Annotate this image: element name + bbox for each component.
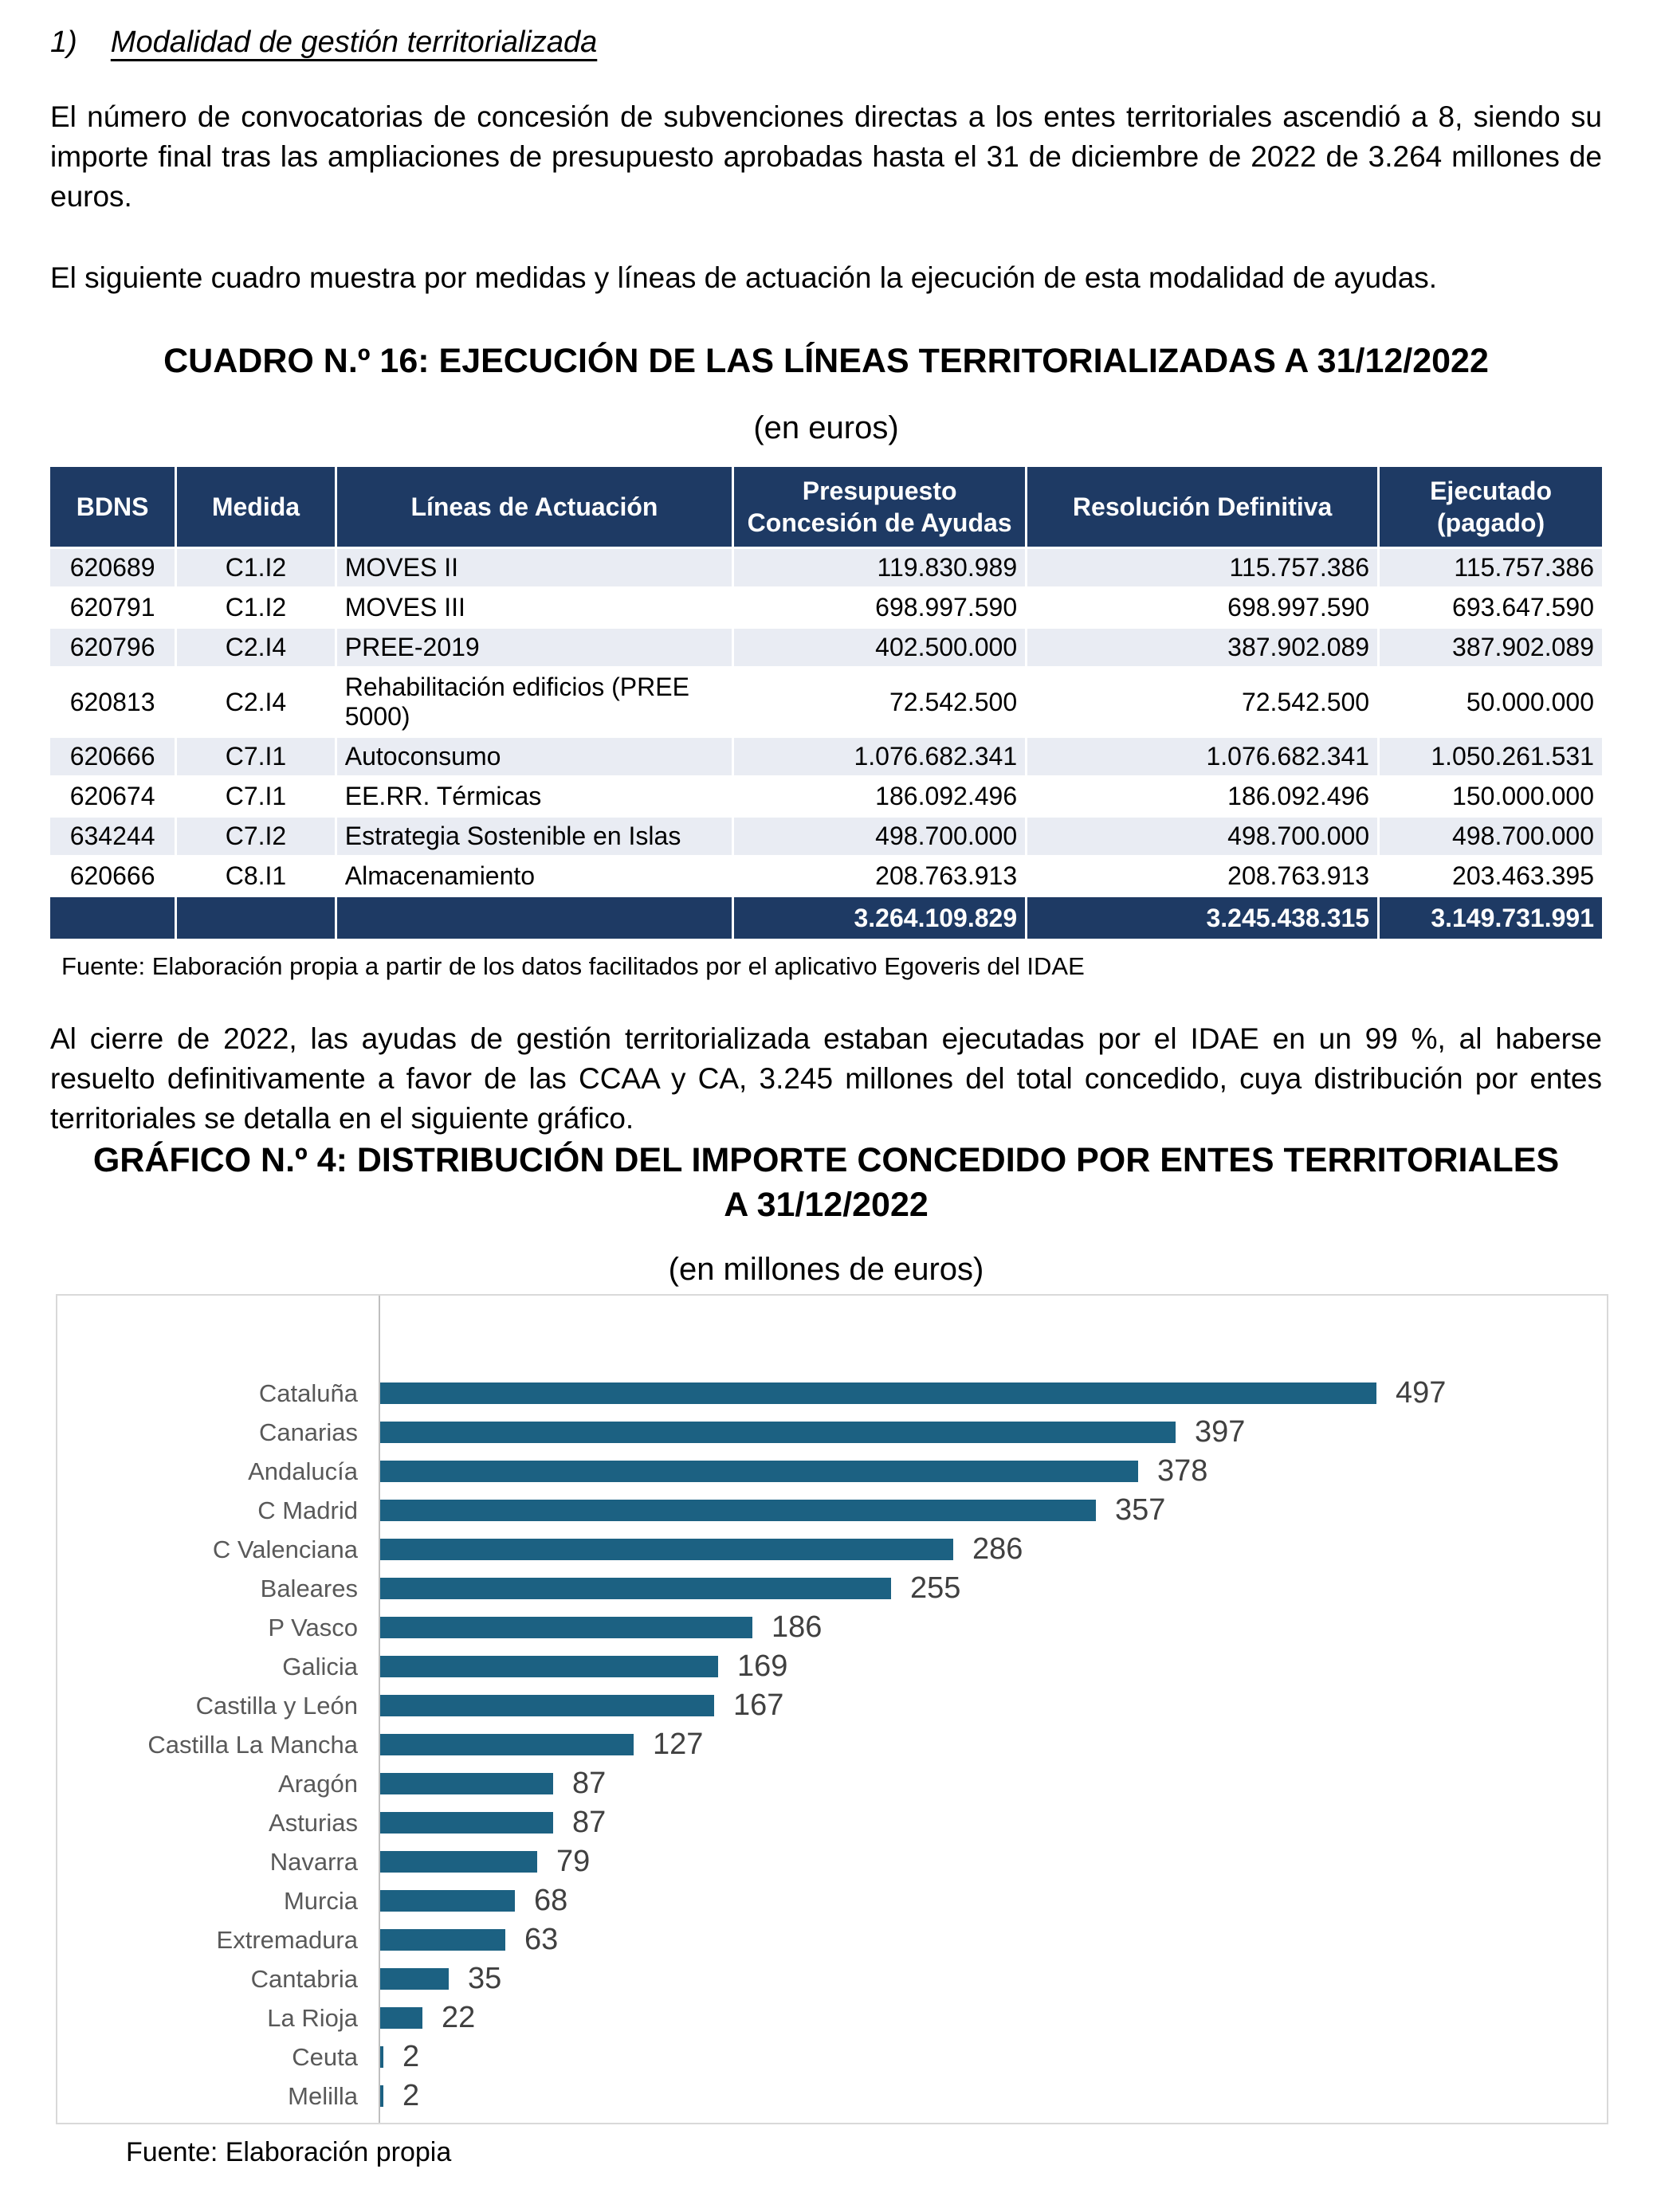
total-empty-cell [176, 896, 336, 940]
chart-category-label: Baleares [260, 1574, 358, 1602]
cell-bdns: 620666 [50, 737, 176, 777]
chart-row [57, 1608, 1607, 1647]
cell-medida: C7.I2 [176, 817, 336, 857]
chart-category-label: Castilla y León [195, 1691, 358, 1720]
chart-row [57, 1491, 1607, 1530]
cell-resolucion: 186.092.496 [1027, 777, 1379, 817]
chart-category-label: Cataluña [258, 1379, 358, 1407]
table-body [50, 548, 1602, 896]
chart-row [57, 2037, 1607, 2077]
chart-bar [379, 2007, 422, 2029]
total-empty-cell [50, 896, 176, 940]
cell-ejecutado: 203.463.395 [1379, 857, 1602, 896]
paragraph-1: El número de convocatorias de concesión de subvenciones directas a los entes territoriales ascendió a 8, siendo su importe final tras las ampliaciones de presupuesto aprobadas hasta el 31 de diciembre de 2022 de 3.264 millones de euros. [50, 100, 1602, 213]
column-header: Presupuesto Concesión de Ayudas [733, 467, 1027, 548]
chart-bar [379, 1812, 553, 1834]
cell-linea: Almacenamiento [336, 857, 732, 896]
chart-row [57, 1803, 1607, 1842]
cell-bdns: 620674 [50, 777, 176, 817]
cell-bdns: 634244 [50, 817, 176, 857]
cell-linea: EE.RR. Térmicas [336, 777, 732, 817]
chart-bar [379, 1539, 953, 1560]
chart-category-label: La Rioja [267, 2003, 358, 2032]
bar-chart [56, 1294, 1608, 2124]
chart-category-label: Navarra [269, 1847, 358, 1876]
chart-value-label: 378 [1157, 1454, 1208, 1488]
cell-linea: Estrategia Sostenible en Islas [336, 817, 732, 857]
cell-presupuesto: 1.076.682.341 [733, 737, 1027, 777]
chart-category-label: Murcia [283, 1886, 358, 1915]
cell-presupuesto: 498.700.000 [733, 817, 1027, 857]
chart-bar-track [379, 1608, 1607, 1647]
chart-bar [379, 1461, 1138, 1482]
chart-category-label: Cantabria [250, 1964, 358, 1993]
chart-bar-track [379, 2077, 1607, 2116]
chart-bar-track [379, 1452, 1607, 1491]
table-row [50, 668, 1602, 737]
paragraph-3: Al cierre de 2022, las ayudas de gestión territorializada estaban ejecutadas por el IDAE en un 99 %, al haberse resuelto definitivamente a favor de las CCAA y CA, 3.245 millones del total concedido, cuya distribución por entes territoriales se detalla en el siguiente gráfico. [50, 1022, 1602, 1135]
column-header: BDNS [50, 467, 176, 548]
cell-resolucion: 698.997.590 [1027, 588, 1379, 628]
chart-row [57, 1413, 1607, 1452]
chart-bar-track [379, 1374, 1607, 1413]
chart-bar [379, 1968, 449, 1990]
cell-medida: C7.I1 [176, 737, 336, 777]
chart-bar [379, 1890, 515, 1912]
cell-resolucion: 498.700.000 [1027, 817, 1379, 857]
chart-value-label: 68 [534, 1884, 568, 1918]
chart-row [57, 1530, 1607, 1569]
chart-bar [379, 1773, 553, 1794]
chart-value-label: 22 [442, 2001, 476, 2035]
chart-bar [379, 1929, 505, 1951]
chart-row [57, 1374, 1607, 1413]
chart-title [50, 1139, 1602, 1228]
cell-medida: C8.I1 [176, 857, 336, 896]
heading-text: Modalidad de gestión territorializada [110, 25, 598, 59]
chart-value-label: 2 [402, 2040, 420, 2074]
cell-linea: MOVES III [336, 588, 732, 628]
chart-category-label: P Vasco [268, 1613, 358, 1641]
chart-row [57, 1920, 1607, 1959]
cell-ejecutado: 387.902.089 [1379, 628, 1602, 668]
chart-bar [379, 1656, 718, 1677]
cell-presupuesto: 119.830.989 [733, 548, 1027, 588]
total-resolucion: 3.245.438.315 [1027, 896, 1379, 940]
chart-category-label: Galicia [282, 1652, 358, 1681]
chart-bar-track [379, 1998, 1607, 2037]
chart-bar [379, 1695, 714, 1716]
chart-value-label: 2 [402, 2079, 420, 2113]
table-row [50, 628, 1602, 668]
chart-row [57, 1725, 1607, 1764]
chart-bar [379, 1422, 1176, 1443]
chart-bar-track [379, 1647, 1607, 1686]
table-header-row [50, 467, 1602, 548]
chart-row [57, 1842, 1607, 1881]
chart-row [57, 1998, 1607, 2037]
chart-category-label: C Madrid [257, 1496, 358, 1524]
chart-row [57, 1881, 1607, 1920]
cell-ejecutado: 693.647.590 [1379, 588, 1602, 628]
chart-row [57, 1647, 1607, 1686]
chart-bar-track [379, 1842, 1607, 1881]
chart-bar-track [379, 1881, 1607, 1920]
cell-presupuesto: 208.763.913 [733, 857, 1027, 896]
cell-linea: MOVES II [336, 548, 732, 588]
cell-presupuesto: 186.092.496 [733, 777, 1027, 817]
cell-medida: C2.I4 [176, 628, 336, 668]
cell-resolucion: 115.757.386 [1027, 548, 1379, 588]
chart-row [57, 2077, 1607, 2116]
chart-value-label: 79 [556, 1845, 591, 1879]
chart-bar-track [379, 1491, 1607, 1530]
chart-row [57, 1686, 1607, 1725]
cell-presupuesto: 698.997.590 [733, 588, 1027, 628]
chart-plot [57, 1374, 1607, 2116]
chart-value-label: 255 [910, 1571, 961, 1606]
chart-bar-track [379, 1686, 1607, 1725]
table-row [50, 857, 1602, 896]
chart-category-label: Aragón [278, 1769, 358, 1798]
chart-value-label: 169 [737, 1649, 788, 1684]
chart-category-label: Ceuta [292, 2042, 358, 2071]
chart-source: Fuente: Elaboración propia [126, 2137, 452, 2168]
cell-bdns: 620813 [50, 668, 176, 737]
chart-subtitle: (en millones de euros) [668, 1252, 984, 1288]
table-source: Fuente: Elaboración propia a partir de los datos facilitados por el aplicativo Egoveris del IDAE [61, 952, 1085, 981]
chart-bar-track [379, 2037, 1607, 2077]
chart-category-label: Extremadura [216, 1925, 358, 1954]
column-header: Medida [176, 467, 336, 548]
chart-bar [379, 1734, 634, 1755]
total-presupuesto: 3.264.109.829 [733, 896, 1027, 940]
table-title: CUADRO N.º 16: EJECUCIÓN DE LAS LÍNEAS TERRITORIALIZADAS A 31/12/2022 [163, 341, 1489, 380]
chart-category-label: Andalucía [248, 1457, 358, 1485]
table-row [50, 817, 1602, 857]
total-ejecutado: 3.149.731.991 [1379, 896, 1602, 940]
total-empty-cell [336, 896, 732, 940]
cell-ejecutado: 150.000.000 [1379, 777, 1602, 817]
cell-bdns: 620666 [50, 857, 176, 896]
chart-axis-line [379, 1296, 380, 2123]
cell-ejecutado: 498.700.000 [1379, 817, 1602, 857]
chart-bar-track [379, 1413, 1607, 1452]
chart-value-label: 35 [468, 1962, 502, 1996]
chart-category-label: Canarias [258, 1418, 358, 1446]
paragraph-2: El siguiente cuadro muestra por medidas y líneas de actuación la ejecución de esta modalidad de ayudas. [50, 261, 1438, 294]
chart-row [57, 1452, 1607, 1491]
chart-row [57, 1764, 1607, 1803]
cell-resolucion: 1.076.682.341 [1027, 737, 1379, 777]
cell-resolucion: 72.542.500 [1027, 668, 1379, 737]
cell-resolucion: 208.763.913 [1027, 857, 1379, 896]
section-heading [50, 24, 1602, 62]
cell-resolucion: 387.902.089 [1027, 628, 1379, 668]
chart-category-label: C Valenciana [212, 1535, 358, 1563]
chart-bar [379, 1382, 1376, 1404]
cell-medida: C7.I1 [176, 777, 336, 817]
chart-title-line2: A 31/12/2022 [724, 1186, 929, 1225]
chart-value-label: 357 [1115, 1493, 1166, 1528]
execution-table [50, 467, 1602, 941]
table-row [50, 737, 1602, 777]
cell-bdns: 620796 [50, 628, 176, 668]
chart-bar-track [379, 1959, 1607, 1998]
chart-category-label: Asturias [269, 1808, 358, 1837]
chart-category-label: Melilla [288, 2081, 358, 2110]
chart-bar-track [379, 1920, 1607, 1959]
cell-medida: C2.I4 [176, 668, 336, 737]
cell-presupuesto: 402.500.000 [733, 628, 1027, 668]
chart-title-line1: GRÁFICO N.º 4: DISTRIBUCIÓN DEL IMPORTE CONCEDIDO POR ENTES TERRITORIALES [92, 1141, 1560, 1180]
cell-linea: PREE-2019 [336, 628, 732, 668]
table-row [50, 777, 1602, 817]
chart-category-label: Castilla La Mancha [147, 1730, 358, 1759]
column-header: Resolución Definitiva [1027, 467, 1379, 548]
chart-value-label: 127 [653, 1728, 704, 1762]
column-header: Ejecutado (pagado) [1379, 467, 1602, 548]
column-header: Líneas de Actuación [336, 467, 732, 548]
chart-bar-track [379, 1764, 1607, 1803]
chart-value-label: 87 [572, 1767, 607, 1801]
cell-bdns: 620689 [50, 548, 176, 588]
chart-value-label: 497 [1396, 1376, 1447, 1410]
chart-bar-track [379, 1725, 1607, 1764]
chart-bar-track [379, 1530, 1607, 1569]
chart-bar [379, 1851, 537, 1873]
cell-medida: C1.I2 [176, 588, 336, 628]
chart-row [57, 1569, 1607, 1608]
cell-linea: Rehabilitación edificios (PREE 5000) [336, 668, 732, 737]
chart-value-label: 286 [972, 1532, 1023, 1567]
table-row [50, 588, 1602, 628]
chart-value-label: 167 [733, 1688, 784, 1723]
cell-medida: C1.I2 [176, 548, 336, 588]
chart-row [57, 1959, 1607, 1998]
cell-ejecutado: 115.757.386 [1379, 548, 1602, 588]
chart-bar [379, 1578, 891, 1599]
table-subtitle: (en euros) [753, 410, 899, 446]
cell-linea: Autoconsumo [336, 737, 732, 777]
cell-ejecutado: 50.000.000 [1379, 668, 1602, 737]
chart-value-label: 397 [1195, 1415, 1246, 1449]
cell-bdns: 620791 [50, 588, 176, 628]
table-row [50, 548, 1602, 588]
chart-value-label: 186 [772, 1610, 823, 1645]
chart-bar-track [379, 1803, 1607, 1842]
chart-bar [379, 1500, 1096, 1521]
chart-value-label: 63 [524, 1923, 559, 1957]
table-total-row [50, 896, 1602, 940]
cell-ejecutado: 1.050.261.531 [1379, 737, 1602, 777]
cell-presupuesto: 72.542.500 [733, 668, 1027, 737]
heading-number: 1) [50, 25, 77, 59]
chart-bar-track [379, 1569, 1607, 1608]
chart-value-label: 87 [572, 1806, 607, 1840]
chart-bar [379, 1617, 752, 1638]
